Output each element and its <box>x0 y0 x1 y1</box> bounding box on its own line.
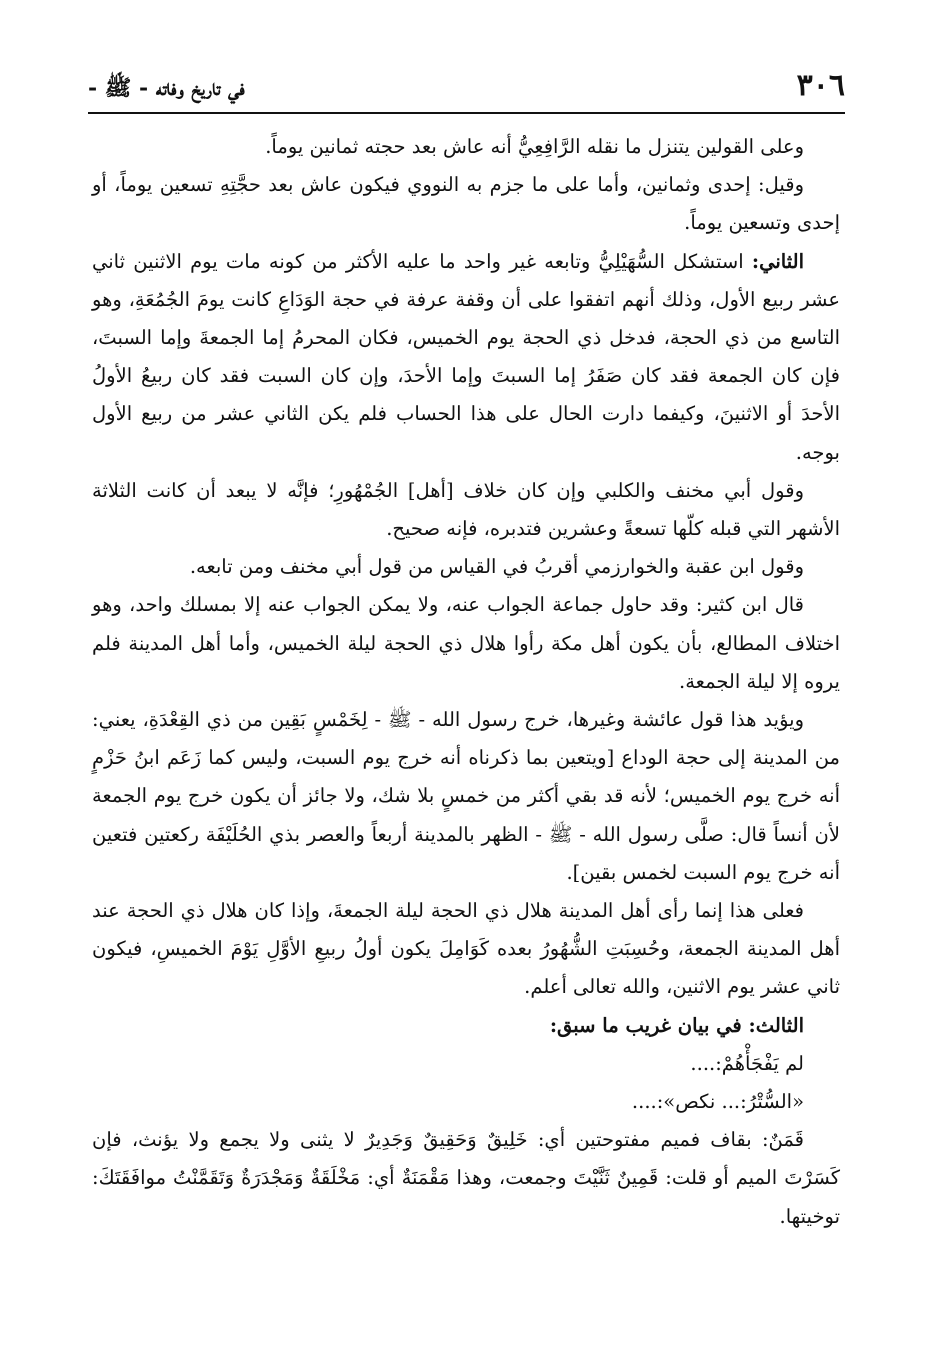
section-heading-third <box>92 1007 840 1045</box>
paragraph-text: قَمَنٌ: بقاف فميم مفتوحتين أي: خَلِيقٌ وَحَقِيقٌ وَجَدِيرٌ لا يثنى ولا يجمع ولا يؤنث، فإن كَسَرْتَ الميم أو قلت: قَمِينٌ ثَنَّيْتَ وجمعت، وهذا مَقْمَنَةٌ أي: مَخْلَقَةٌ وَمَجْدَرَةٌ وَتَقَمَّنْتُ موافَقَتَكَ: توخيتها. <box>92 1128 840 1228</box>
paragraph-8 <box>92 892 840 1007</box>
glossary-item-2 <box>92 1083 840 1121</box>
paragraph-text: وعلى القولين يتنزل ما نقله الرَّافِعِيُّ أنه عاش بعد حجته ثمانين يوماً. <box>265 135 804 158</box>
running-title: في تاريخ وفاته - ﷺ - <box>88 75 245 101</box>
paragraph-text: وقول أبي مخنف والكلبي وإن كان خلاف [أهل] الجُمْهُورِ؛ فإنَّه لا يبعد أن كانت الثلاثة الأشهر التي قبله كلّها تسعةً وعشرين فتدبره، فإنه صحيح. <box>92 478 840 541</box>
page-header <box>88 66 845 112</box>
header-divider <box>88 112 845 114</box>
paragraph-5 <box>92 548 840 586</box>
paragraph-2 <box>92 166 840 242</box>
paragraph-text: «السُّتْرُ:... نكص»:.... <box>631 1090 804 1114</box>
glossary-item-1 <box>92 1045 840 1083</box>
page-number: ٣٠٦ <box>796 68 845 103</box>
paragraph-text: وقيل: إحدى وثمانين، وأما على ما جزم به النووي فيكون عاش بعد حجَّتِهِ تسعين يوماً، أو إحدى وتسعين يوماً. <box>92 173 840 235</box>
paragraph-1 <box>92 128 840 166</box>
paragraph-text: فعلى هذا إنما رأى أهل المدينة هلال ذي الحجة ليلة الجمعةَ، وإذا كان هلال ذي الحجة عند أهل المدينة الجمعة، وحُسِبَتِ الشُّهُورُ بعده كَوَامِلَ يكون أولُ ربيعِ الأوَّلِ يَوْمَ الخميسِ، فيكون ثاني عشر يوم الاثنين، والله تعالى أعلم. <box>92 899 840 999</box>
paragraph-text: استشكل السُّهَيْلِيُّ وتابعه غير واحد ما عليه الأكثر من كونه مات يوم الاثنين ثاني عشر ربيع الأول، وذلك أنهم اتفقوا على أن وقفة عرفة في حجة الوَدَاعِ كانت يومَ الجُمُعَةِ، وهو التاسع من ذي الحجة، فدخل ذي الحجة يوم الخميس، فكان المحرمُ إما الجمعةَ وإما السبتَ، فإن كان الجمعة فقد كان صَفَرُ إما السبتَ وإما الأحدَ، وإن كان السبت فقد كان ربيعُ الأولُ الأحدَ أو الاثنينَ، وكيفما دارت الحال على هذا الحساب فلم يكن الثاني عشر من ربيع الأول بوجه. <box>92 249 840 464</box>
section-lead-second: الثاني: <box>751 249 804 273</box>
page-body <box>92 128 840 1236</box>
heading-text: الثالث: في بيان غريب ما سبق: <box>549 1013 804 1037</box>
paragraph-text: وقول ابن عقبة والخوارزمي أقربُ في القياس من قول أبي مخنف ومن تابعه. <box>189 555 804 579</box>
paragraph-7 <box>92 701 840 892</box>
glossary-item-3 <box>92 1121 840 1236</box>
paragraph-text: لم يَفْجَأْهُمْ:.... <box>690 1051 804 1075</box>
paragraph-text: قال ابن كثير: وقد حاول جماعة الجواب عنه، ولا يمكن الجواب عنه إلا بمسلك واحد، وهو اختلاف المطالع، بأن يكون أهل مكة رأوا هلال ذي الحجة ليلة الخميس، وأما أهل المدينة فلم يروه إلا ليلة الجمعة. <box>92 593 840 693</box>
paragraph-6 <box>92 586 840 701</box>
paragraph-4 <box>92 472 840 548</box>
paragraph-text: ويؤيد هذا قول عائشة وغيرها، خرج رسول الله - ﷺ - لِخَمْسٍ بَقِين من ذي القِعْدَةِ، يعني: من المدينة إلى حجة الوداع [ويتعين بما ذكرناه أنه خرج يوم السبت، وليس كما زَعَم ابنُ حَزْمٍ أنه خرج يوم الخميس؛ لأنه قد بقي أكثر من خمسٍ بلا شك، ولا جائز أن يكون خرج يوم الجمعة لأن أنساً قال: صلَّى رسول الله - ﷺ - الظهر بالمدينة أربعاً والعصر بذي الحُلَيْفَة ركعتين فتعين أنه خرج يوم السبت لخمس بقين]. <box>92 708 840 884</box>
paragraph-3 <box>92 243 840 472</box>
